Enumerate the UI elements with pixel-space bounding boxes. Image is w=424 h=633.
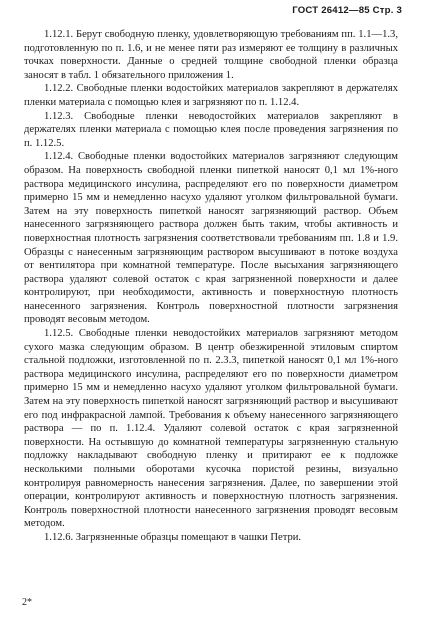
page-header: ГОСТ 26412—85 Стр. 3 [292,5,402,16]
paragraph-1-12-1: 1.12.1. Берут свободную пленку, удовлетворяющую требованиям пп. 1.1—1.3, подготовленную по п. 1.6, и не менее пяти раз измеряют ее толщину в различных точках поверхности. Данные о средней толщине свободной пленки образца заносят в табл. 1 обязательного приложения 1. [24,29,398,81]
paragraph-1-12-6: 1.12.6. Загрязненные образцы помещают в чашки Петри. [44,531,302,543]
paragraph-1-12-4: 1.12.4. Свободные пленки водостойких материалов загрязняют следующим образом. На поверхность свободной пленки пипеткой наносят 0,1 мл 1%-ного раствора медицинского инсулина, распределяют его по поверхности диаметром примерно 15 мм и немедленно насухо удаляют уголком фильтровальной бумаги. Затем на эту поверхность пипеткой наносят загрязняющий раствор. Объем нанесенного загрязняющего раствора должен быть таким, чтобы активность и поверхностная плотность загрязнения соответствовали требованиям пп. 1.8 и 1.9. Образцы с нанесенным загрязняющим раствором высушивают в потоке воздуха от вентилятора при комнатной температуре. После высыхания загрязняющего раствора удаляют солевой остаток с края загрязненной поверхности и далее контролируют, при необходимости, активность и поверхностную плотность нанесенного загрязнения. Контроль поверхностной плотности загрязнения проводят весовым методом. [24,151,398,326]
document-body [24,28,398,545]
paragraph-1-12-2: 1.12.2. Свободные пленки водостойких материалов закрепляют в держателях пленки материала с помощью клея и загрязняют по п. 1.12.4. [24,83,398,108]
paragraph-1-12-3: 1.12.3. Свободные пленки неводостойких материалов закрепляют в держателях пленки материала с помощью клея после проведения загрязнения по п. 1.12.5. [24,110,398,149]
page-signature-mark: 2* [22,597,32,608]
paragraph-1-12-5: 1.12.5. Свободные пленки неводостойких материалов загрязняют методом сухого мазка следующим образом. В центр обезжиренной этиловым спиртом стальной подложки, изготовленной по п. 2.3.3, пипеткой наносят 0,1 мл 1%-ного раствора медицинского инсулина, распределяют его по поверхности диаметром примерно 15 мм и немедленно насухо удаляют уголком фильтровальной бумаги. Затем на эту поверхность пипеткой наносят загрязняющий раствор и высушивают его под инфракрасной лампой. Требования к объему нанесенного загрязняющего раствора — по п. 1.12.4. Удаляют солевой остаток с края загрязненной поверхности. На остывшую до комнатной температуры загрязненную стальную подложку накладывают свободную пленку и притирают ее к подложке несколькими полными оборотами кусочка пористой резины, визуально контролируя равномерность нанесения загрязнения. Далее, по завершении этой операции, контролируют активность и поверхностную плотность загрязнения. Контроль поверхностной плотности нанесенного загрязнения проводят весовым методом. [24,328,398,530]
